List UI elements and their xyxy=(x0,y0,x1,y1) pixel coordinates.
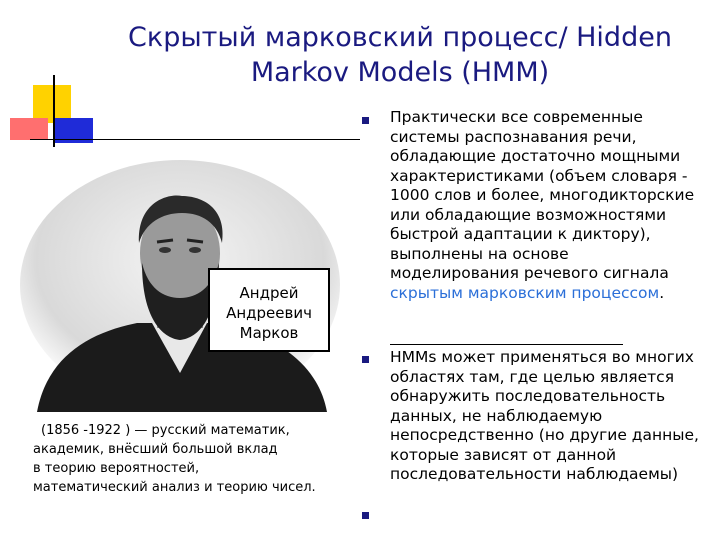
hmm-link[interactable]: скрытым марковским процессом xyxy=(390,283,660,302)
bullet-marker-1 xyxy=(362,117,369,124)
bullet1-line: моделирования речевого сигнала xyxy=(390,264,669,282)
bullet1-last-line xyxy=(390,284,710,304)
bullet-text-2 xyxy=(390,348,710,485)
decor-red-square xyxy=(10,118,48,140)
caption-line-4: математический анализ и теорию чисел. xyxy=(33,480,316,495)
bullet2-line: данных, не наблюдаемую xyxy=(390,406,603,425)
bullet1-line: характеристиками (объем словаря - xyxy=(390,166,688,185)
bullet1-line: быстрой адаптации к диктору), xyxy=(390,225,651,243)
caption-line-1: (1856 -1922 ) — русский математик, xyxy=(41,423,290,438)
slide-title xyxy=(100,20,700,90)
name-line-1: Андрей xyxy=(239,284,299,302)
name-label xyxy=(208,268,330,352)
bullet-marker-3 xyxy=(362,512,369,519)
title-line-1: Скрытый марковский процесс/ Hidden xyxy=(128,22,672,53)
bullet1-line: обладающие достаточно мощными xyxy=(390,147,681,165)
decor-horizontal-line xyxy=(30,139,360,140)
bullet2-line: непосредственно (но другие данные, xyxy=(390,426,699,444)
title-line-2: Markov Models (HMM) xyxy=(250,57,550,88)
bullet2-line: последовательности наблюдаемы) xyxy=(390,465,679,483)
decor-vertical-line xyxy=(53,75,55,147)
bullet1-line: 1000 слов и более, многодикторские xyxy=(390,186,695,204)
bullet1-period: . xyxy=(659,283,665,302)
bullet1-line: или обладающие возможностями xyxy=(390,205,667,224)
bullet1-line: системы распознавания речи, xyxy=(390,127,637,146)
bullet1-line: Практически все современные xyxy=(390,108,643,126)
name-line-3: Марков xyxy=(239,324,299,342)
bullet2-line: HMMs может применяться во многих xyxy=(390,348,694,366)
caption-line-2: академик, внёсший большой вклад xyxy=(33,442,278,457)
bullet-marker-2 xyxy=(362,356,369,363)
name-line-2: Андреевич xyxy=(226,304,312,322)
separator-line xyxy=(390,344,623,345)
bullet2-line: областях там, где целью является xyxy=(390,367,675,386)
bullet2-line: которые зависят от данной xyxy=(390,445,617,464)
bullet2-line: обнаружить последовательность xyxy=(390,387,666,405)
bullet-text-1 xyxy=(390,108,710,303)
caption-line-3: в теорию вероятностей, xyxy=(33,461,200,476)
bullet1-line: выполнены на основе xyxy=(390,244,569,263)
portrait-caption xyxy=(33,421,353,497)
